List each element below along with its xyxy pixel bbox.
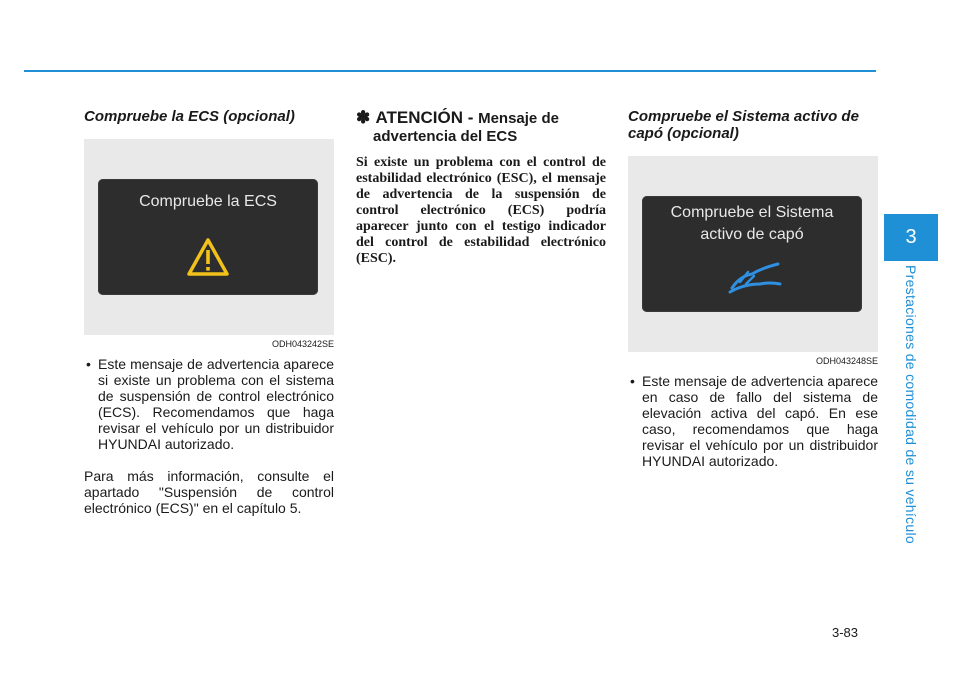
ecs-display-text: Compruebe la ECS (139, 193, 277, 210)
attention-star-icon: ✽ (356, 108, 371, 127)
hood-display-text-line2: activo de capó (700, 226, 804, 243)
hood-heading-line2: capó (opcional) (628, 125, 739, 142)
ecs-display-screen (98, 179, 318, 295)
attention-word: ATENCIÓN - (375, 108, 479, 127)
attention-title-line1: Mensaje de (478, 110, 559, 127)
figure-code-ecs: ODH043242SE (271, 339, 334, 349)
ecs-paragraph: Para más información, consulte el apartado "Suspensión de control electrónico (ECS)" en el capítulo 5. (84, 468, 334, 516)
ecs-figure (84, 139, 334, 335)
hood-display-screen (642, 196, 862, 312)
attention-body: Si existe un problema con el control de estabilidad electrónico (ESC), el mensaje de advertencia de la suspensión de control electrónico (ECS) podría aparecer junto con el testigo indicador del control de estabilidad electrónico (ESC). (356, 155, 606, 266)
hood-heading-line1: Compruebe el Sistema activo de (628, 108, 859, 125)
figure-code-hood: ODH043248SE (815, 356, 878, 366)
attention-heading (356, 108, 606, 146)
warning-triangle-icon (186, 237, 230, 277)
page-number: 3-83 (832, 625, 859, 640)
hood-bullet: • Este mensaje de advertencia aparece en caso de fallo del sistema de elevación activa del capó. En ese caso, recomendamos que haga revisar el vehículo por un distribuidor HYUNDAI autorizado. (628, 373, 878, 469)
right-column (628, 108, 878, 469)
attention-title-line2: advertencia del ECS (373, 128, 518, 145)
section-heading-ecs: Compruebe la ECS (opcional) (84, 108, 295, 125)
section-heading-hood (628, 108, 878, 142)
middle-column (356, 108, 606, 267)
top-rule (24, 70, 876, 72)
chapter-title-vertical: Prestaciones de comodidad de su vehículo (903, 265, 919, 544)
hood-figure (628, 156, 878, 352)
ecs-bullet: • Este mensaje de advertencia aparece si existe un problema con el sistema de suspensión de control electrónico (ECS). Recomendamos que haga revisar el vehículo por un distribuidor HYUNDAI autorizado. (84, 356, 334, 452)
active-hood-icon (726, 258, 786, 298)
left-column (84, 108, 334, 516)
hood-display-text-line1: Compruebe el Sistema (670, 204, 834, 221)
chapter-tab: 3 (884, 214, 938, 261)
